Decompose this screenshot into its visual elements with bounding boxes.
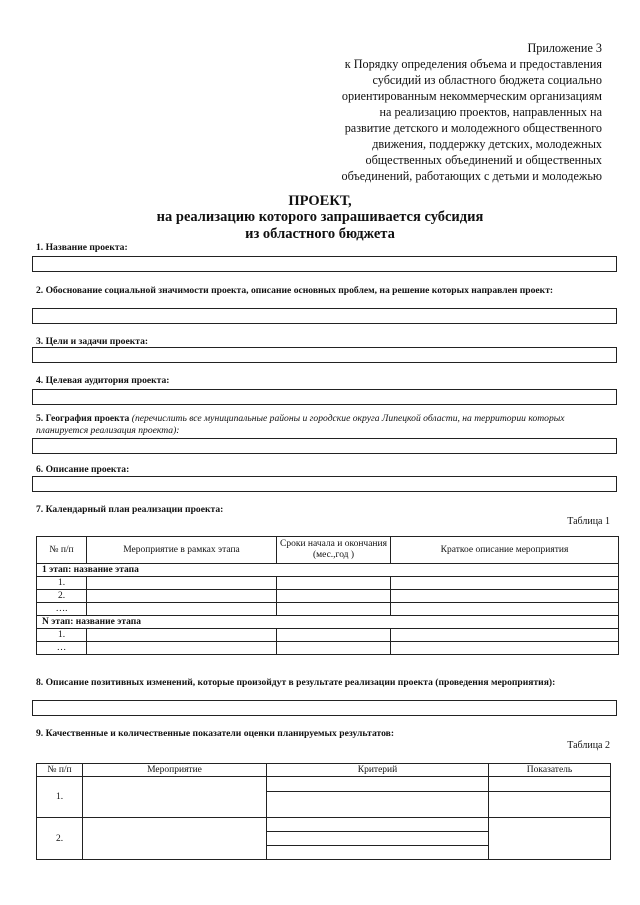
table-cell[interactable] — [391, 642, 619, 655]
geography-field[interactable] — [32, 438, 617, 454]
stage-1-title: 1 этап: название этапа — [37, 564, 619, 577]
table-row — [37, 590, 619, 603]
table-2-caption: Таблица 2 — [567, 740, 610, 751]
goals-field[interactable] — [32, 347, 617, 363]
table-cell[interactable] — [277, 590, 391, 603]
appendix-line: субсидий из областного бюджета социально — [372, 73, 602, 87]
row-number: … — [37, 642, 87, 655]
table-cell[interactable] — [83, 777, 267, 818]
header-number: № п/п — [37, 537, 87, 564]
section-4-label: 4. Целевая аудитория проекта: — [36, 375, 170, 386]
appendix-line: на реализацию проектов, направленных на — [379, 105, 602, 119]
table-cell[interactable] — [489, 777, 611, 792]
section-7-label: 7. Календарный план реализации проекта: — [36, 504, 224, 515]
table-row — [37, 629, 619, 642]
table-row — [37, 642, 619, 655]
table-cell[interactable] — [277, 603, 391, 616]
appendix-line: общественных объединений и общественных — [365, 153, 602, 167]
table-row — [37, 577, 619, 590]
table-cell[interactable] — [391, 629, 619, 642]
table-cell[interactable] — [87, 603, 277, 616]
table-cell[interactable] — [277, 629, 391, 642]
row-number: 2. — [37, 818, 83, 860]
social-significance-field[interactable] — [32, 308, 617, 324]
table-1-header-row — [37, 537, 619, 564]
document-subtitle-2: из областного бюджета — [245, 226, 395, 242]
table-cell[interactable] — [267, 832, 489, 846]
table-cell[interactable] — [87, 629, 277, 642]
section-2-label: 2. Обоснование социальной значимости проекта, описание основных проблем, на решение которых направлен проект: — [36, 285, 554, 296]
table-cell[interactable] — [277, 642, 391, 655]
target-audience-field[interactable] — [32, 389, 617, 405]
appendix-line: к Порядку определения объема и предоставления — [344, 57, 602, 71]
row-number: 1. — [37, 629, 87, 642]
appendix-line: ориентированным некоммерческим организациям — [341, 89, 602, 103]
appendix-header — [302, 40, 602, 184]
row-number: 1. — [37, 577, 87, 590]
table-cell[interactable] — [267, 792, 489, 818]
header-dates: Сроки начала и окончания (мес.,год ) — [277, 537, 391, 564]
positive-changes-field[interactable] — [32, 700, 617, 716]
table-2-header-row — [37, 764, 611, 777]
table-cell[interactable] — [489, 792, 611, 818]
section-6-label: 6. Описание проекта: — [36, 464, 130, 475]
header-number: № п/п — [37, 764, 83, 777]
appendix-line: Приложение 3 — [527, 41, 602, 55]
section-5-hint: (перечислить все муниципальные районы и городские округа Липецкой области, на территории которых планируется реализация проекта): — [36, 413, 565, 436]
table-cell[interactable] — [489, 818, 611, 860]
table-1-caption: Таблица 1 — [567, 516, 610, 527]
calendar-plan-table — [36, 536, 619, 655]
stage-row — [37, 616, 619, 629]
table-cell[interactable] — [267, 777, 489, 792]
table-cell[interactable] — [277, 577, 391, 590]
table-cell[interactable] — [83, 818, 267, 860]
appendix-line: развитие детского и молодежного общественного — [344, 121, 602, 135]
project-name-field[interactable] — [32, 256, 617, 272]
stage-row — [37, 564, 619, 577]
section-5-title: 5. География проекта — [36, 413, 130, 424]
table-row — [37, 777, 611, 792]
section-1-label: 1. Название проекта: — [36, 242, 128, 253]
row-number: …. — [37, 603, 87, 616]
row-number: 2. — [37, 590, 87, 603]
header-event: Мероприятие — [83, 764, 267, 777]
section-3-label: 3. Цели и задачи проекта: — [36, 336, 149, 347]
section-8-label: 8. Описание позитивных изменений, которые произойдут в результате реализации проекта (проведения мероприятия): — [36, 677, 556, 688]
table-cell[interactable] — [391, 577, 619, 590]
table-cell[interactable] — [87, 577, 277, 590]
row-number: 1. — [37, 777, 83, 818]
appendix-line: объединений, работающих с детьми и молодежью — [341, 169, 602, 183]
header-event: Мероприятие в рамках этапа — [87, 537, 277, 564]
table-cell[interactable] — [87, 590, 277, 603]
table-cell[interactable] — [267, 846, 489, 860]
header-criterion: Критерий — [267, 764, 489, 777]
header-indicator: Показатель — [489, 764, 611, 777]
table-row — [37, 603, 619, 616]
document-subtitle: на реализацию которого запрашивается субсидия — [156, 209, 484, 225]
table-cell[interactable] — [87, 642, 277, 655]
stage-n-title: N этап: название этапа — [37, 616, 619, 629]
table-cell[interactable] — [391, 590, 619, 603]
section-5-label — [36, 413, 606, 437]
appendix-line: движения, поддержку детских, молодежных — [372, 137, 602, 151]
table-row — [37, 818, 611, 832]
header-description: Краткое описание мероприятия — [391, 537, 619, 564]
section-9-label: 9. Качественные и количественные показатели оценки планируемых результатов: — [36, 728, 395, 739]
document-title: ПРОЕКТ, — [288, 193, 352, 209]
indicators-table — [36, 763, 611, 860]
project-description-field[interactable] — [32, 476, 617, 492]
table-cell[interactable] — [391, 603, 619, 616]
table-cell[interactable] — [267, 818, 489, 832]
